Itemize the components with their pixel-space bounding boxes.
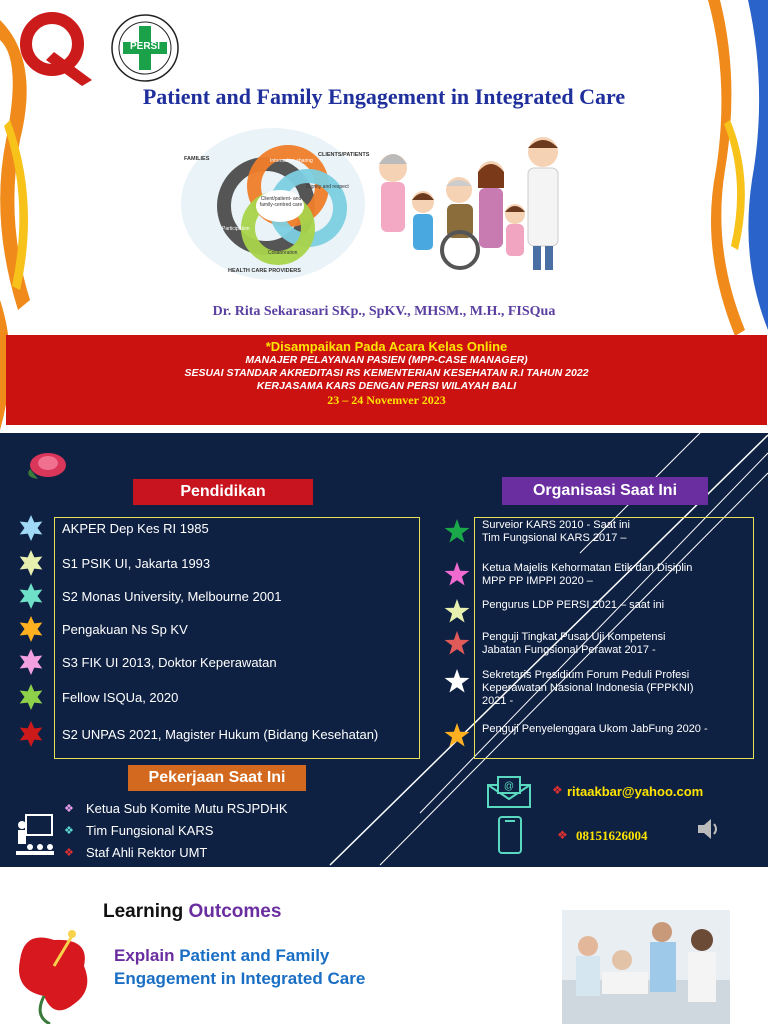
education-item xyxy=(0,515,420,539)
banner-line: KERJASAMA KARS DENGAN PERSI WILAYAH BALI xyxy=(256,380,517,392)
bullet-icon: ❖ xyxy=(64,825,74,837)
organization-text: Keperawatan Nasional Indonesia (FPPKNI) xyxy=(482,682,694,694)
phone-number[interactable]: 08151626004 xyxy=(576,828,648,843)
education-text: S3 FIK UI 2013, Doktor Keperawatan xyxy=(62,655,277,670)
star-icon xyxy=(18,649,44,680)
star-icon xyxy=(18,616,44,647)
star-icon xyxy=(444,631,470,662)
star-icon xyxy=(444,723,470,754)
persi-logo-text: PERSI xyxy=(129,41,160,52)
engagement-diagram xyxy=(178,126,368,282)
bullet-icon: ❖ xyxy=(64,803,74,815)
organization-text: Tim Fungsional KARS 2017 – xyxy=(482,532,627,544)
education-text: S2 Monas University, Melbourne 2001 xyxy=(62,589,282,604)
work-item xyxy=(64,845,364,865)
diagram-segment: Information sharing xyxy=(270,158,313,164)
star-icon xyxy=(18,583,44,614)
work-item xyxy=(64,801,364,821)
bullet-icon: ❖ xyxy=(552,783,563,797)
organization-text: Penguji Tingkat Pusat Uji Kompetensi xyxy=(482,631,666,643)
bullet-icon: ❖ xyxy=(64,847,74,859)
star-icon xyxy=(18,550,44,581)
star-icon xyxy=(444,519,470,550)
outcome-line: Engagement in Integrated Care xyxy=(114,969,366,988)
learning-outcomes-slide xyxy=(0,870,768,1024)
heading-part: Learning xyxy=(103,901,189,922)
organization-text: Penguji Penyelenggara Ukom JabFung 2020 - xyxy=(482,723,708,735)
organization-item xyxy=(440,517,760,561)
hibiscus-flower-icon xyxy=(14,920,94,1024)
education-item xyxy=(0,616,420,640)
organization-text: Sekretaris Presidium Forum Peduli Profesi xyxy=(482,669,690,681)
nurse-patient-photo xyxy=(562,910,730,1024)
email-address[interactable]: ritaakbar@yahoo.com xyxy=(567,784,704,799)
diagram-segment: Participation xyxy=(222,226,250,232)
education-title: Pendidikan xyxy=(133,479,313,505)
teacher-board-icon xyxy=(14,813,54,857)
work-text: Tim Fungsional KARS xyxy=(86,823,214,838)
q-logo-icon xyxy=(14,8,100,86)
organization-text: MPP PP IMPPI 2020 – xyxy=(482,575,593,587)
education-item xyxy=(0,721,420,745)
education-item xyxy=(0,583,420,607)
diagram-segment: Collaboration xyxy=(268,250,298,256)
slide-title: Patient and Family Engagement in Integrated Care xyxy=(142,84,626,109)
star-icon xyxy=(18,515,44,546)
work-text: Ketua Sub Komite Mutu RSJPDHK xyxy=(86,801,288,816)
organization-text: Pengurus LDP PERSI 2021 – saat ini xyxy=(482,599,665,611)
work-title: Pekerjaan Saat Ini xyxy=(128,765,306,791)
education-item xyxy=(0,684,420,708)
title-slide xyxy=(0,0,768,430)
rose-icon xyxy=(24,447,74,483)
heading-part: Outcomes xyxy=(188,901,282,922)
star-icon xyxy=(444,669,470,700)
profile-slide xyxy=(0,433,768,867)
work-item xyxy=(64,823,364,843)
education-item xyxy=(0,550,420,574)
persi-logo xyxy=(105,12,185,84)
email-icon xyxy=(486,775,532,809)
diagram-outer-label: FAMILIES xyxy=(184,156,210,162)
outcome-part: Patient and Family xyxy=(179,946,330,965)
banner-line: SESUAI STANDAR AKREDITASI RS KEMENTERIAN KESEHATAN R.I TAHUN 2022 xyxy=(184,367,589,379)
author-name: Dr. Rita Sekarasari SKp., SpKV., MHSM., M.H., FISQua xyxy=(212,304,556,319)
phone-icon xyxy=(497,815,523,855)
family-illustration xyxy=(375,128,570,278)
star-icon xyxy=(444,599,470,630)
diagram-outer-label: CLIENTS/PATIENTS xyxy=(318,152,370,158)
education-text: Fellow ISQUa, 2020 xyxy=(62,690,179,705)
speaker-icon[interactable] xyxy=(694,815,722,843)
organization-text: 2021 - xyxy=(482,695,514,707)
bullet-icon: ❖ xyxy=(557,828,568,842)
diagram-center: Client/patient- and family-centred care xyxy=(259,196,303,208)
diagram-segment: Dignity and respect xyxy=(306,184,349,190)
learning-outcomes-heading xyxy=(103,901,281,923)
organization-text: Ketua Majelis Kehormatan Etik dan Disiplin xyxy=(482,562,693,574)
organization-text: Surveior KARS 2010 - Saat ini xyxy=(482,519,630,531)
organization-title: Organisasi Saat Ini xyxy=(502,477,708,505)
star-icon xyxy=(444,562,470,593)
organization-text: Jabatan Fungsional Perawat 2017 - xyxy=(482,644,656,656)
banner-date: 23 – 24 Novemver 2023 xyxy=(327,393,446,407)
banner-line: MANAJER PELAYANAN PASIEN (MPP-CASE MANAGER) xyxy=(245,354,528,366)
banner-line: *Disampaikan Pada Acara Kelas Online xyxy=(265,339,508,354)
education-text: S2 UNPAS 2021, Magister Hukum (Bidang Kesehatan) xyxy=(62,727,379,742)
star-icon xyxy=(18,684,44,715)
organization-item xyxy=(440,721,760,765)
outcome-part: Explain xyxy=(114,946,180,965)
education-text: Pengakuan Ns Sp KV xyxy=(62,622,188,637)
svg-text:@: @ xyxy=(503,781,515,792)
organization-item xyxy=(440,667,760,711)
diagram-outer-label: HEALTH CARE PROVIDERS xyxy=(228,268,301,274)
learning-outcome-text xyxy=(114,944,365,990)
star-icon xyxy=(18,721,44,752)
education-item xyxy=(0,649,420,673)
event-banner xyxy=(6,335,767,425)
education-text: S1 PSIK UI, Jakarta 1993 xyxy=(62,556,211,571)
work-text: Staf Ahli Rektor UMT xyxy=(86,845,208,860)
education-text: AKPER Dep Kes RI 1985 xyxy=(62,521,209,536)
